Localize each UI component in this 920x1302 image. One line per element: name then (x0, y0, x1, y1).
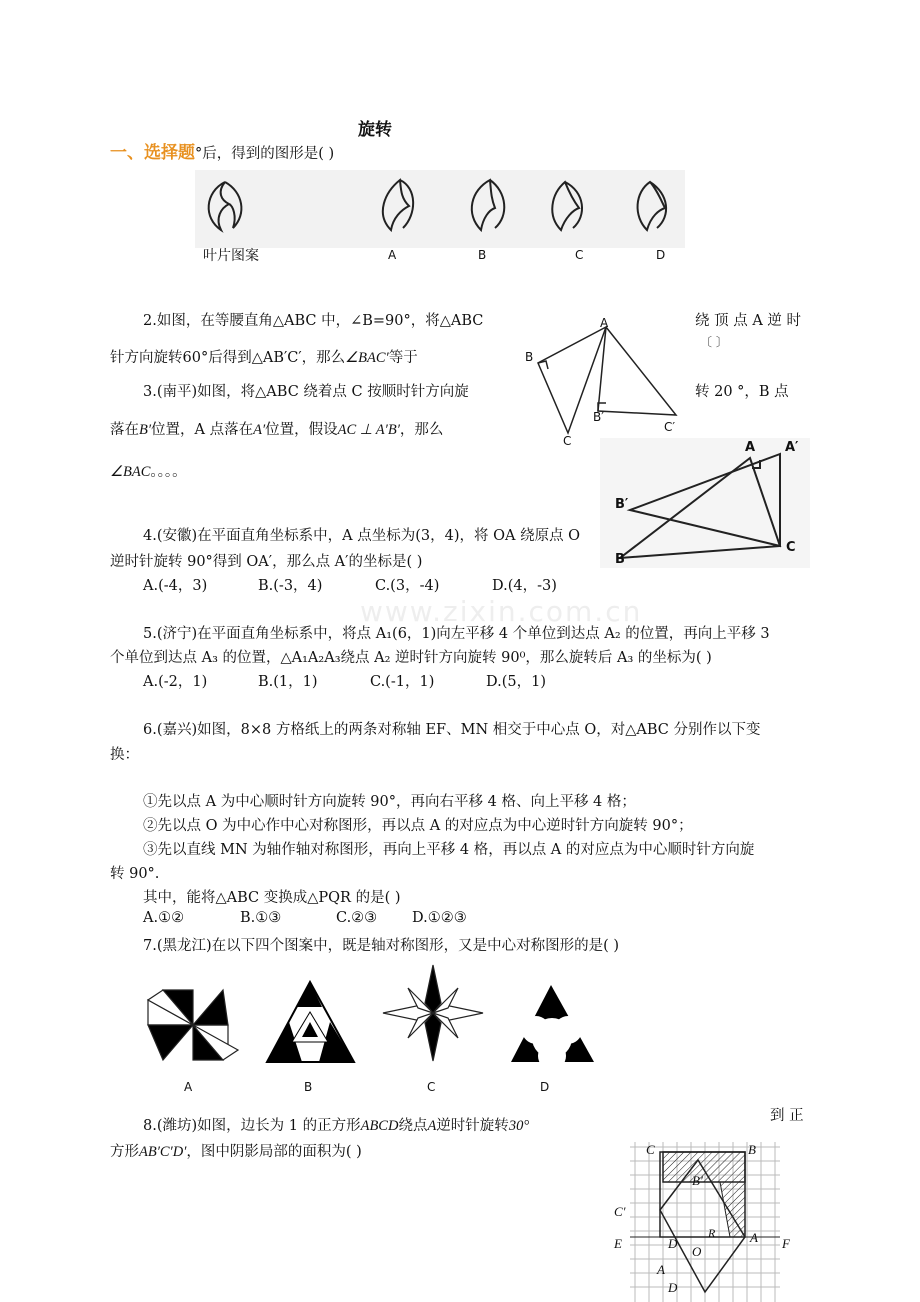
q8-line1b: 绕点 (398, 1118, 428, 1134)
fig3-label-b: B (615, 552, 625, 567)
q7-line: 7.(黑龙江)在以下四个图案中，既是轴对称图形，又是中心对称图形的是( ) (143, 938, 620, 954)
q5-option-b: B.(1，1) (258, 674, 318, 690)
q5-option-d: D.(5，1) (486, 674, 546, 690)
fig2-label-c: C (563, 434, 572, 448)
fig8-label-a-lower: A (657, 1262, 665, 1277)
fig8-label-b: B (748, 1142, 756, 1157)
fig8-label-c-prime: C′ (614, 1204, 626, 1219)
q2-part2: B=90°，将△ABC (362, 313, 484, 329)
fig3-label-a: A (745, 440, 756, 455)
fig1-label-a: A (388, 248, 397, 262)
fig8-label-e: E (614, 1236, 622, 1251)
q5-line1: 5.(济宁)在平面直角坐标系中，将点 A₁(6，1)向左平移 4 个单位到达点 A₂ 的位置，再向上平移 3 (143, 626, 770, 642)
q8-math2: A (427, 1118, 437, 1134)
watermark: www.zixin.com.cn (360, 595, 643, 628)
fig7-label-d: D (540, 1080, 550, 1094)
q2-line2 (110, 346, 418, 367)
q2-line1 (143, 309, 483, 330)
q4-line2: 逆时针旋转 90°得到 OA′，那么点 A′的坐标是( ) (110, 554, 423, 570)
q5-option-c: C.(-1，1) (370, 674, 435, 690)
q6-line2: 换： (110, 747, 139, 763)
q8-line1a: 8.(潍坊)如图，边长为 1 的正方形 (143, 1118, 361, 1134)
fig2-label-a: A (600, 316, 609, 330)
q8-math3: 30° (508, 1118, 530, 1134)
fig1-label-c: C (575, 248, 584, 262)
q3-line3 (110, 460, 187, 481)
q8-line1 (143, 1114, 529, 1135)
q3-line2a: 落在 (110, 422, 139, 438)
fig3-label-a-prime: A′ (785, 440, 799, 455)
q6-item3a: ③先以直线 MN 为轴作轴对称图形，再向上平移 4 格，再以点 A 的对应点为中心顺时针方向旋 (143, 842, 755, 858)
q8-line1c: 逆时针旋转 (436, 1118, 509, 1134)
q3-math-perp: AC ⊥ A′B′ (337, 422, 400, 438)
q6-item3b: 转 90°. (110, 866, 160, 882)
fig8-label-d-lower: D (668, 1280, 678, 1295)
fig8-label-a: A (750, 1230, 758, 1245)
page-title: 旋转 (358, 120, 392, 140)
q2-part1: 2.如图，在等腰直角△ABC 中， (143, 313, 351, 329)
q3-line2 (110, 418, 443, 439)
q2-angle: ∠ (350, 313, 363, 329)
q6-ask: 其中，能将△ABC 变换成△PQR 的是( ) (143, 890, 401, 906)
q2-math: ∠BAC′ (345, 350, 389, 366)
fig1-label-d: D (656, 248, 666, 262)
fig8-label-b-prime: B′ (692, 1173, 703, 1188)
fig7-label-b: B (304, 1080, 313, 1094)
q8-right: 到 正 (770, 1108, 804, 1124)
q8-math4: AB′C′D′ (139, 1144, 187, 1160)
q3-line2c: 位置，假设 (265, 422, 338, 438)
q4-line1: 4.(安徽)在平面直角坐标系中，A 点坐标为(3，4)，将 OA 绕原点 O (143, 528, 581, 544)
fig7-trefoil (506, 980, 606, 1070)
q6-option-b: B.①③ (240, 910, 282, 926)
q1-stem-tail: °后，得到的图形是( ) (195, 146, 335, 162)
q5-option-a: A.(-2，1) (143, 674, 208, 690)
fig2-label-b-prime: B′ (593, 410, 604, 424)
q4-option-d: D.(4，-3) (492, 578, 557, 594)
fig3-label-c: C (786, 540, 796, 555)
fig8-label-d: D (668, 1236, 678, 1251)
fig3-label-b-prime: B′ (615, 497, 629, 512)
fig8-label-r: R (708, 1226, 716, 1240)
fig2-label-b: B (525, 350, 534, 364)
fig1-caption: 叶片图案 (203, 248, 259, 264)
q6-option-c: C.②③ (336, 910, 378, 926)
q6-item1: ①先以点 A 为中心顺时针方向旋转 90°，再向右平移 4 格、向上平移 4 格； (143, 794, 636, 810)
q4-option-c: C.(3，-4) (375, 578, 440, 594)
q2-line2b: 等于 (388, 350, 418, 366)
q3-line3-math: ∠BAC (110, 464, 151, 480)
fig7-star (378, 963, 488, 1063)
q6-line1: 6.(嘉兴)如图，8×8 方格纸上的两条对称轴 EF、MN 相交于中心点 O，对△ABC 分别作以下变 (143, 722, 761, 738)
fig1-leaves (195, 170, 695, 260)
fig8-grid (630, 1142, 800, 1302)
q6-option-a: A.①② (143, 910, 185, 926)
q1-line (110, 138, 334, 163)
q8-line2a: 方形 (110, 1144, 139, 1160)
q6-option-d: D.①②③ (412, 910, 467, 926)
q2-bracket: 〔 〕 (700, 335, 728, 349)
q5-line2: 个单位到达点 A₃ 的位置，△A₁A₂A₃绕点 A₂ 逆时针方向旋转 90⁰，那么旋转后 A₃ 的坐标为( ) (110, 650, 712, 666)
fig1-label-b: B (478, 248, 487, 262)
q4-option-b: B.(-3，4) (258, 578, 323, 594)
q3-math-b: B′ (139, 422, 152, 438)
fig8-label-f: F (782, 1236, 790, 1251)
q3-line1-right: 转 20 °，B 点 (695, 384, 789, 400)
q8-line2b: ，图中阴影局部的面积为( ) (186, 1144, 362, 1160)
q4-option-a: A.(-4，3) (143, 578, 208, 594)
fig7-triangle (262, 977, 362, 1067)
q6-item2: ②先以点 O 为中心作中心对称图形，再以点 A 的对应点为中心逆时针方向旋转 90°； (143, 818, 693, 834)
fig7-pinwheel (143, 985, 243, 1065)
section-label: 一、选择题 (110, 143, 195, 163)
fig7-label-c: C (427, 1080, 436, 1094)
q3-line1: 3.(南平)如图，将△ABC 绕着点 C 按顺时针方向旋 (143, 384, 469, 400)
q3-line3-tail: 。。。。 (150, 464, 187, 480)
q8-line2 (110, 1140, 362, 1161)
fig8-label-o: O (692, 1244, 702, 1259)
q8-math1: ABCD (360, 1118, 399, 1134)
fig7-label-a: A (184, 1080, 193, 1094)
q2-line2a: 针方向旋转60°后得到△AB′C′，那么 (110, 350, 346, 366)
fig2-triangles (520, 315, 680, 445)
fig8-label-c: C (646, 1142, 655, 1157)
q3-line2b: 位置，A 点落在 (151, 422, 254, 438)
fig2-label-c-prime: C′ (664, 420, 676, 434)
q2-right: 绕 顶 点 A 逆 时 (695, 313, 802, 329)
q3-math-a: A′ (253, 422, 266, 438)
q3-line2d: ，那么 (399, 422, 444, 438)
